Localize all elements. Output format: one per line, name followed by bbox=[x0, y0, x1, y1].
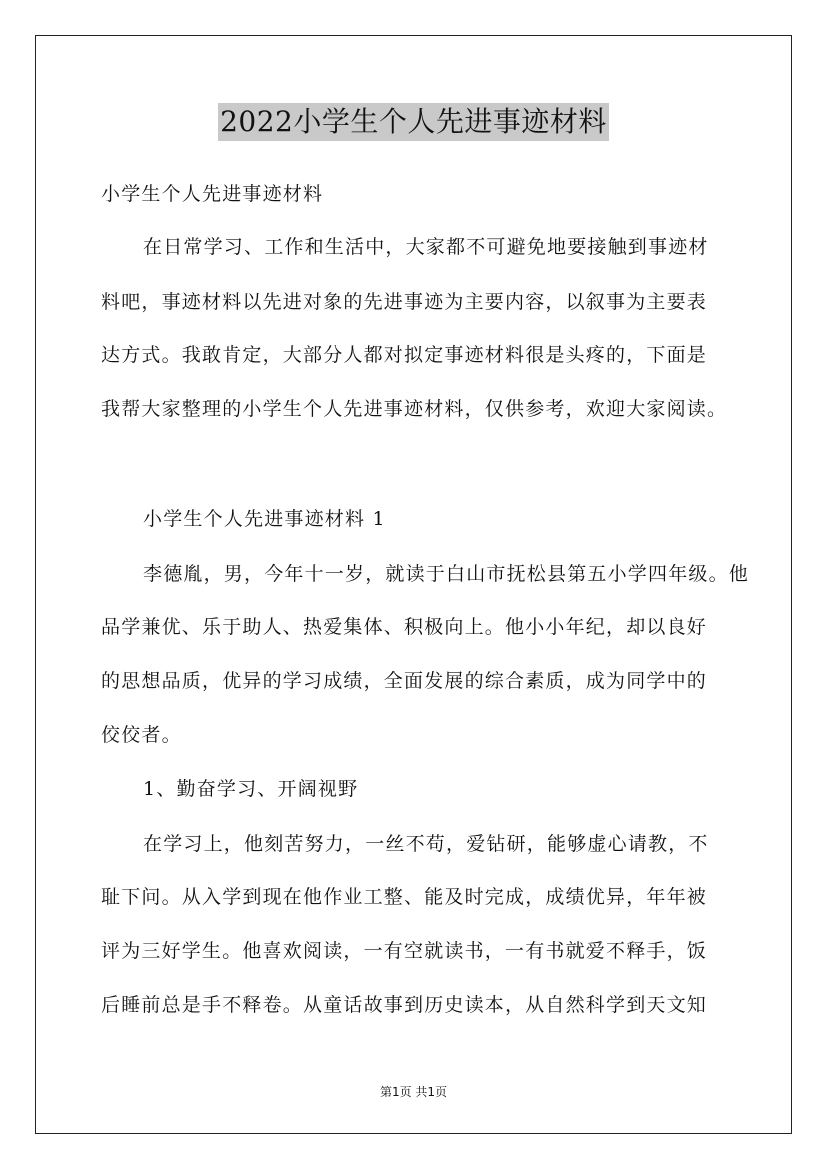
study-line-4: 后睡前总是手不释卷。从童话故事到历史读本，从自然科学到天文知 bbox=[101, 994, 708, 1016]
study-line-1: 在学习上，他刻苦努力，一丝不苟，爱钻研，能够虚心请教，不 bbox=[143, 833, 709, 855]
section-title: 小学生个人先进事迹材料 1 bbox=[143, 508, 386, 530]
study-line-3: 评为三好学生。他喜欢阅读，一有空就读书，一有书就爱不释手，饭 bbox=[101, 940, 708, 962]
subheading: 1、勤奋学习、开阔视野 bbox=[143, 778, 359, 800]
study-line-2: 耻下问。从入学到现在他作业工整、能及时完成，成绩优异，年年被 bbox=[101, 886, 708, 908]
section-line-4: 佼佼者。 bbox=[101, 724, 182, 746]
section-line-2: 品学兼优、乐于助人、热爱集体、积极向上。他小小年纪，却以良好 bbox=[101, 616, 708, 638]
section-line-3: 的思想品质，优异的学习成绩，全面发展的综合素质，成为同学中的 bbox=[101, 670, 708, 692]
section-line-1: 李德胤，男，今年十一岁，就读于白山市抚松县第五小学四年级。他 bbox=[143, 563, 750, 585]
intro-line-3: 达方式。我敢肯定，大部分人都对拟定事迹材料很是头疼的，下面是 bbox=[101, 344, 708, 366]
document-title: 2022小学生个人先进事迹材料 bbox=[218, 103, 609, 141]
subtitle: 小学生个人先进事迹材料 bbox=[101, 183, 324, 205]
title-container bbox=[0, 103, 827, 141]
intro-line-1: 在日常学习、工作和生活中，大家都不可避免地要接触到事迹材 bbox=[143, 236, 709, 258]
intro-line-4: 我帮大家整理的小学生个人先进事迹材料，仅供参考，欢迎大家阅读。 bbox=[101, 398, 728, 420]
intro-line-2: 料吧，事迹材料以先进对象的先进事迹为主要内容，以叙事为主要表 bbox=[101, 291, 708, 313]
page-footer: 第1页 共1页 bbox=[379, 1085, 448, 1099]
